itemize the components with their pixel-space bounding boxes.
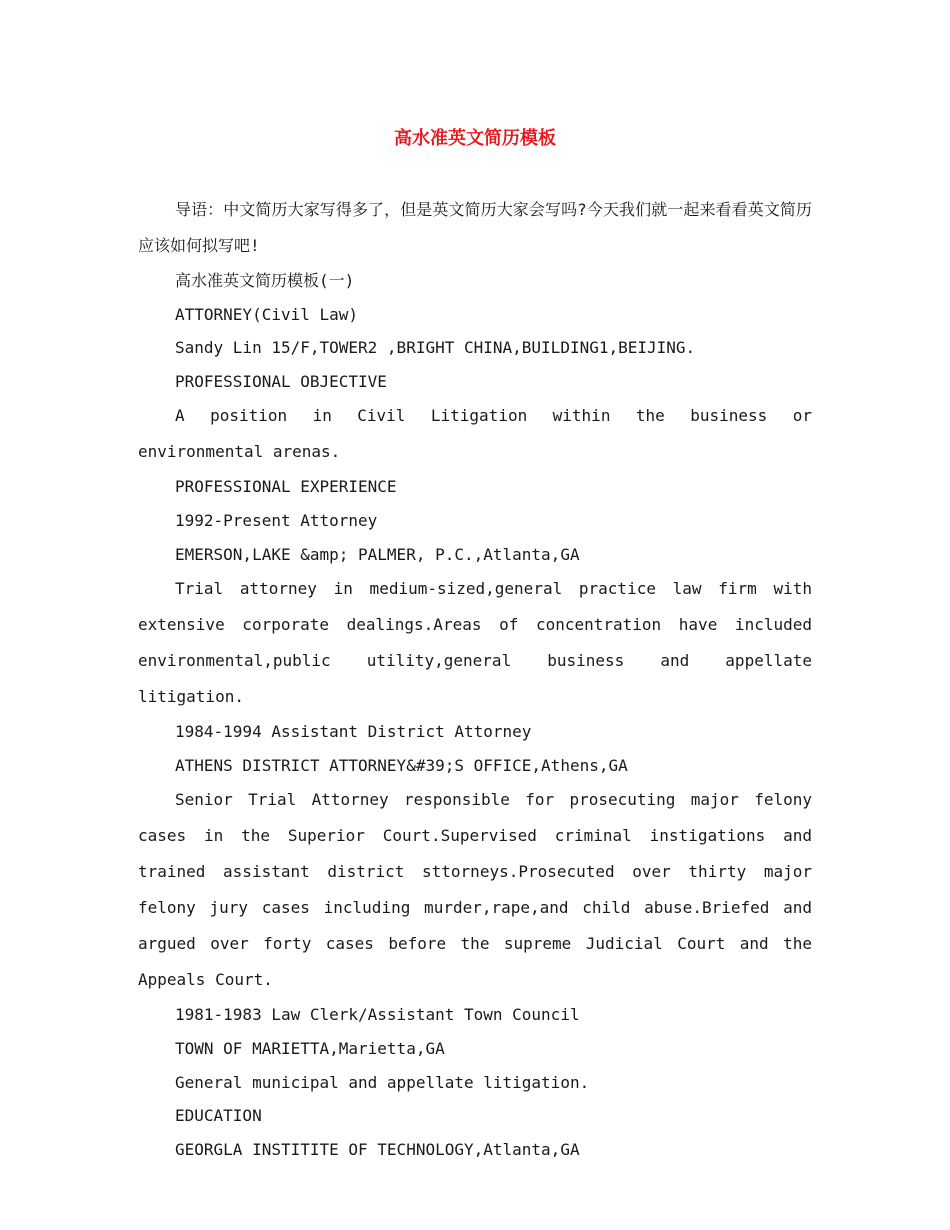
intro-paragraph: 导语：中文简历大家写得多了，但是英文简历大家会写吗?今天我们就一起来看看英文简历应该如何拟写吧! — [138, 200, 812, 255]
document-title: 高水准英文简历模板 — [394, 128, 556, 149]
education-institution: GEORGLA INSTITITE OF TECHNOLOGY,Atlanta,GA — [175, 1139, 580, 1159]
job-1-employer: EMERSON,LAKE &amp; PALMER, P.C.,Atlanta,GA — [175, 544, 580, 564]
heading-professional-objective: PROFESSIONAL OBJECTIVE — [175, 371, 387, 391]
job-1-description: Trial attorney in medium-sized,general practice law firm with extensive corporate dealings.Areas of concentration have included environmental,public utility,general business and appellate litigation. — [138, 579, 812, 707]
job-2-employer: ATHENS DISTRICT ATTORNEY&#39;S OFFICE,Athens,GA — [175, 755, 628, 775]
heading-professional-experience: PROFESSIONAL EXPERIENCE — [175, 477, 397, 497]
job-3-description: General municipal and appellate litigation. — [175, 1072, 590, 1092]
job-2-dates-title: 1984-1994 Assistant District Attorney — [175, 722, 532, 742]
document-body — [138, 192, 812, 1166]
resume-job-title: ATTORNEY(Civil Law) — [175, 304, 359, 324]
job-1-dates-title: 1992-Present Attorney — [175, 510, 378, 530]
job-3-employer: TOWN OF MARIETTA,Marietta,GA — [175, 1038, 445, 1058]
job-3-dates-title: 1981-1983 Law Clerk/Assistant Town Council — [175, 1005, 580, 1025]
heading-education: EDUCATION — [175, 1106, 262, 1126]
section-heading-template: 高水准英文简历模板(一) — [175, 271, 355, 290]
resume-contact-line: Sandy Lin 15/F,TOWER2 ,BRIGHT CHINA,BUILDING1,BEIJING. — [175, 338, 696, 358]
job-2-description: Senior Trial Attorney responsible for prosecuting major felony cases in the Superior Court.Supervised criminal instigations and trained assistant district sttorneys.Prosecuted over thirty major felony jury cases including murder,rape,and child abuse.Briefed and argued over forty cases before the supreme Judicial Court and the Appeals Court. — [138, 790, 812, 990]
objective-paragraph: A position in Civil Litigation within the business or environmental arenas. — [138, 406, 812, 462]
